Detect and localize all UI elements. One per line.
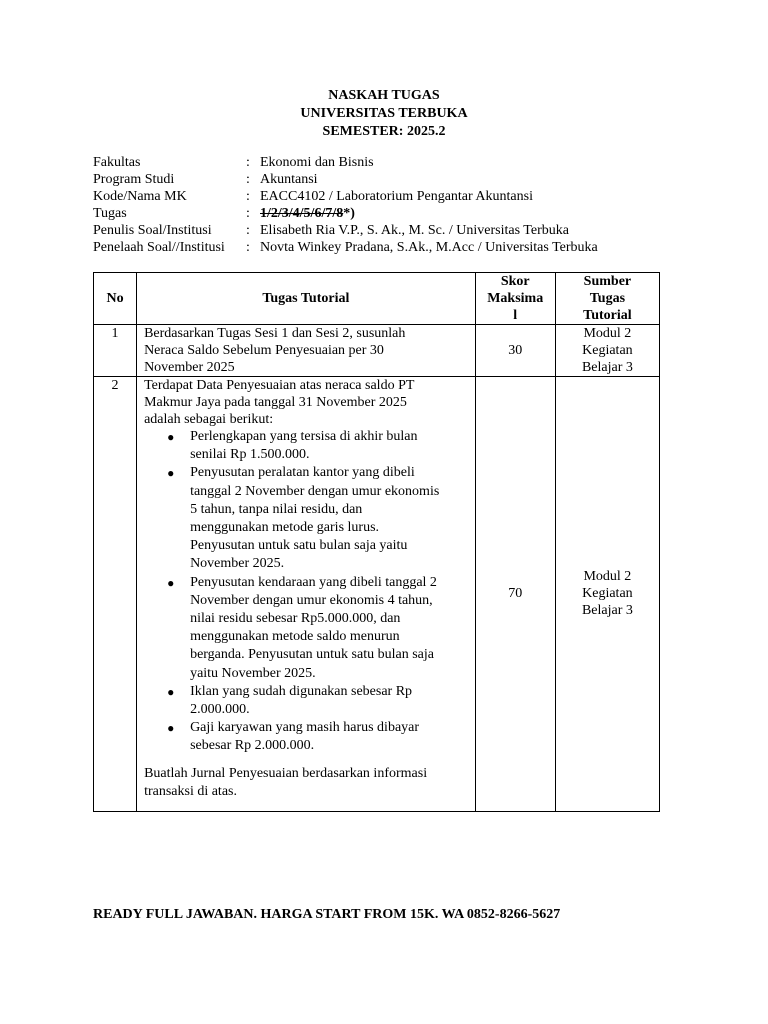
source-line: Belajar 3 bbox=[581, 360, 633, 375]
meta-row-program-studi bbox=[93, 171, 693, 188]
list-item-line: Penyusutan kendaraan yang dibeli tanggal 2 bbox=[190, 574, 437, 590]
meta-label: Program Studi bbox=[93, 172, 175, 187]
row-number: 2 bbox=[94, 377, 137, 812]
header-no: No bbox=[94, 273, 137, 325]
table-row bbox=[94, 377, 660, 812]
header-score bbox=[475, 273, 555, 325]
meta-colon: : bbox=[246, 155, 250, 170]
list-item-line: Penyusutan untuk satu bulan saja yaitu bbox=[190, 538, 408, 554]
meta-label: Kode/Nama MK bbox=[93, 189, 187, 204]
list-item-line: tanggal 2 November dengan umur ekonomis bbox=[190, 483, 440, 499]
list-item-line: 5 tahun, tanpa nilai residu, dan bbox=[190, 501, 363, 517]
title-line-1: NASKAH TUGAS bbox=[328, 88, 440, 103]
meta-row-tugas bbox=[93, 205, 693, 222]
list-item-line: nilai residu sebesar Rp5.000.000, dan bbox=[190, 611, 401, 627]
title-line-3: SEMESTER: 2025.2 bbox=[322, 124, 446, 139]
list-item bbox=[167, 719, 469, 755]
table-row bbox=[94, 325, 660, 377]
meta-colon: : bbox=[246, 240, 250, 255]
meta-value: Akuntansi bbox=[260, 172, 318, 187]
list-item-line: Iklan yang sudah digunakan sebesar Rp bbox=[190, 683, 413, 699]
tugas-suffix: *) bbox=[343, 206, 355, 221]
list-item-line: 2.000.000. bbox=[190, 702, 250, 718]
task-cell bbox=[137, 377, 476, 812]
list-item-line: menggunakan metode garis lurus. bbox=[190, 520, 380, 536]
task-line: Makmur Jaya pada tanggal 31 November 2025 bbox=[144, 395, 407, 410]
meta-value: Ekonomi dan Bisnis bbox=[260, 155, 374, 170]
document-title bbox=[0, 87, 768, 141]
task-cell bbox=[137, 325, 476, 377]
list-item-line: Perlengkapan yang tersisa di akhir bulan bbox=[190, 429, 418, 444]
header-score-line: l bbox=[513, 308, 518, 323]
source-cell bbox=[555, 377, 659, 812]
header-score-line: Skor bbox=[500, 274, 530, 289]
source-line: Kegiatan bbox=[582, 343, 633, 358]
meta-colon: : bbox=[246, 206, 250, 221]
header-source-line: Tugas bbox=[589, 291, 626, 306]
header-score-line: Maksima bbox=[487, 291, 544, 306]
task-line: November 2025 bbox=[144, 360, 235, 375]
task-line: Neraca Saldo Sebelum Penyesuaian per 30 bbox=[144, 343, 384, 358]
meta-row-kode-mk bbox=[93, 188, 693, 205]
meta-label: Penulis Soal/Institusi bbox=[93, 223, 212, 238]
meta-label: Penelaah Soal//Institusi bbox=[93, 240, 225, 255]
meta-colon: : bbox=[246, 172, 250, 187]
closing-line: transaksi di atas. bbox=[144, 783, 237, 799]
task-line: Terdapat Data Penyesuaian atas neraca saldo PT bbox=[144, 378, 415, 393]
assignment-table bbox=[93, 272, 660, 812]
meta-value: EACC4102 / Laboratorium Pengantar Akuntansi bbox=[260, 189, 533, 204]
score-cell: 70 bbox=[475, 377, 555, 812]
header-task: Tugas Tutorial bbox=[137, 273, 476, 325]
closing-line: Buatlah Jurnal Penyesuaian berdasarkan informasi bbox=[144, 765, 428, 781]
meta-row-fakultas bbox=[93, 154, 693, 171]
list-item bbox=[167, 428, 469, 464]
source-line: Kegiatan bbox=[582, 586, 633, 602]
score-cell: 30 bbox=[475, 325, 555, 377]
title-line-2: UNIVERSITAS TERBUKA bbox=[300, 106, 468, 121]
promo-footer: READY FULL JAWABAN. HARGA START FROM 15K. WA 0852-8266-5627 bbox=[93, 907, 561, 922]
list-item-line: sebesar Rp 2.000.000. bbox=[190, 738, 315, 754]
adjustment-list bbox=[144, 428, 469, 756]
task-line: adalah sebagai berikut: bbox=[144, 412, 274, 427]
list-item bbox=[167, 464, 469, 573]
table-header-row bbox=[94, 273, 660, 325]
tugas-struck-numbers: 1/2/3/4/5/6/7/8 bbox=[260, 206, 344, 221]
header-source bbox=[555, 273, 659, 325]
list-item-line: berganda. Penyusutan untuk satu bulan saja bbox=[190, 647, 434, 663]
bullet-icon: ● bbox=[167, 721, 175, 736]
list-item-line: November dengan umur ekonomis 4 tahun, bbox=[190, 592, 433, 608]
meta-value: Elisabeth Ria V.P., S. Ak., M. Sc. / Universitas Terbuka bbox=[260, 223, 569, 238]
list-item-line: Penyusutan peralatan kantor yang dibeli bbox=[190, 465, 415, 481]
bullet-icon: ● bbox=[167, 575, 175, 590]
header-source-line: Tutorial bbox=[583, 308, 632, 323]
meta-colon: : bbox=[246, 189, 250, 204]
list-item-line: senilai Rp 1.500.000. bbox=[190, 447, 310, 463]
list-item bbox=[167, 574, 469, 683]
meta-colon: : bbox=[246, 223, 250, 238]
source-cell bbox=[555, 325, 659, 377]
meta-label: Tugas bbox=[93, 206, 127, 221]
bullet-icon: ● bbox=[167, 430, 175, 444]
closing-instruction bbox=[144, 765, 469, 801]
task-line: Berdasarkan Tugas Sesi 1 dan Sesi 2, susunlah bbox=[144, 326, 406, 341]
row-number: 1 bbox=[94, 325, 137, 377]
list-item bbox=[167, 683, 469, 719]
source-line: Modul 2 bbox=[583, 326, 632, 341]
bullet-icon: ● bbox=[167, 684, 175, 699]
list-item-line: Gaji karyawan yang masih harus dibayar bbox=[190, 720, 420, 736]
list-item-line: menggunakan metode saldo menurun bbox=[190, 629, 400, 645]
meta-row-penelaah bbox=[93, 239, 693, 256]
list-item-line: November 2025. bbox=[190, 556, 285, 572]
source-line: Modul 2 bbox=[583, 569, 632, 585]
meta-value-tugas bbox=[260, 205, 355, 222]
meta-value: Novta Winkey Pradana, S.Ak., M.Acc / Universitas Terbuka bbox=[260, 240, 598, 255]
header-source-line: Sumber bbox=[583, 274, 632, 289]
source-line: Belajar 3 bbox=[581, 603, 633, 619]
metadata-block bbox=[93, 154, 693, 256]
meta-label: Fakultas bbox=[93, 155, 141, 170]
bullet-icon: ● bbox=[167, 466, 175, 481]
list-item-line: yaitu November 2025. bbox=[190, 665, 316, 681]
meta-row-penulis bbox=[93, 222, 693, 239]
